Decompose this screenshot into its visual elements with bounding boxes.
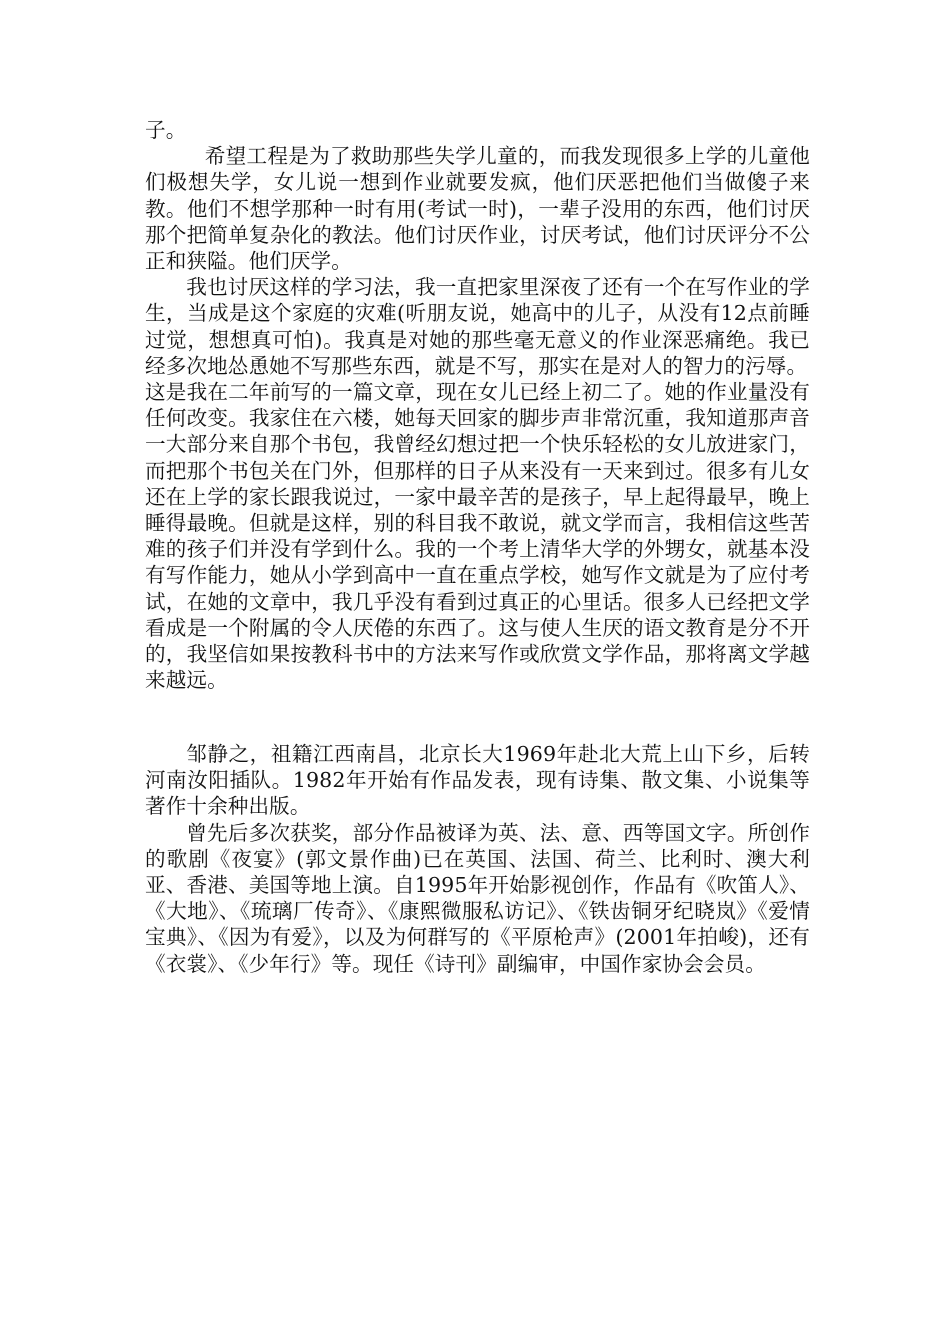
article-paragraph-two-years-later: 这是我在二年前写的一篇文章，现在女儿已经上初二了。她的作业量没有任何改变。我家住在六楼，她每天回家的脚步声非常沉重，我知道那声音一大部分来自那个书包，我曾经幻想过把一个快乐轻松的女儿放进家门，而把那个书包关在门外，但那样的日子从来没有一天来到过。很多有儿女还在上学的家长跟我说过，一家中最辛苦的是孩子，早上起得最早，晚上睡得最晚。但就是这样，别的科目我不敢说，就文学而言，我相信这些苦难的孩子们并没有学到什么。我的一个考上清华大学的外甥女，就基本没有写作能力，她从小学到高中一直在重点学校，她写作文就是为了应付考试，在她的文章中，我几乎没有看到过真正的心里话。很多人已经把文学看成是一个附属的令人厌倦的东西了。这与使人生厌的语文教育是分不开的，我坚信如果按教科书中的方法来写作或欣赏文学作品，那将离文学越来越远。 [145,380,810,693]
bio-paragraph-works: 曾先后多次获奖，部分作品被译为英、法、意、西等国文字。所创作的歌剧《夜宴》(郭文景作曲)已在英国、法国、荷兰、比利时、澳大利亚、香港、美国等地上演。自1995年开始影视创作，作品有《吹笛人》、《大地》、《琉璃厂传奇》、《康熙微服私访记》、《铁齿铜牙纪晓岚》《爱情宝典》、《因为有爱》，以及为何群写的《平原枪声》(2001年拍峻)，还有《衣裳》、《少年行》等。现任《诗刊》副编审，中国作家协会会员。 [145,820,810,976]
article-paragraph-study-method: 我也讨厌这样的学习法，我一直把家里深夜了还有一个在写作业的学生，当成是这个家庭的灾难(听朋友说，她高中的儿子，从没有12点前睡过觉，想想真可怕)。我真是对她的那些毫无意义的作业深恶痛绝。我已经多次地怂恿她不写那些东西，就是不写，那实在是对人的智力的污辱。 [145,275,810,378]
bio-paragraph-origin: 邹静之，祖籍江西南昌，北京长大1969年赴北大荒上山下乡，后转河南汝阳插队。1982年开始有作品发表，现有诗集、散文集、小说集等著作十余种出版。 [145,742,810,819]
article-paragraph-hope-project: 希望工程是为了救助那些失学儿童的，而我发现很多上学的儿童他们极想失学，女儿说一想到作业就要发疯，他们厌恶把他们当做傻子来教。他们不想学那种一时有用(考试一时)，一辈子没用的东西，他们讨厌那个把简单复杂化的教法。他们讨厌作业，讨厌考试，他们讨厌评分不公正和狭隘。他们厌学。 [145,144,810,274]
article-paragraph-continuation: 子。 [145,118,187,142]
article-body [145,117,810,693]
author-bio [145,741,810,977]
